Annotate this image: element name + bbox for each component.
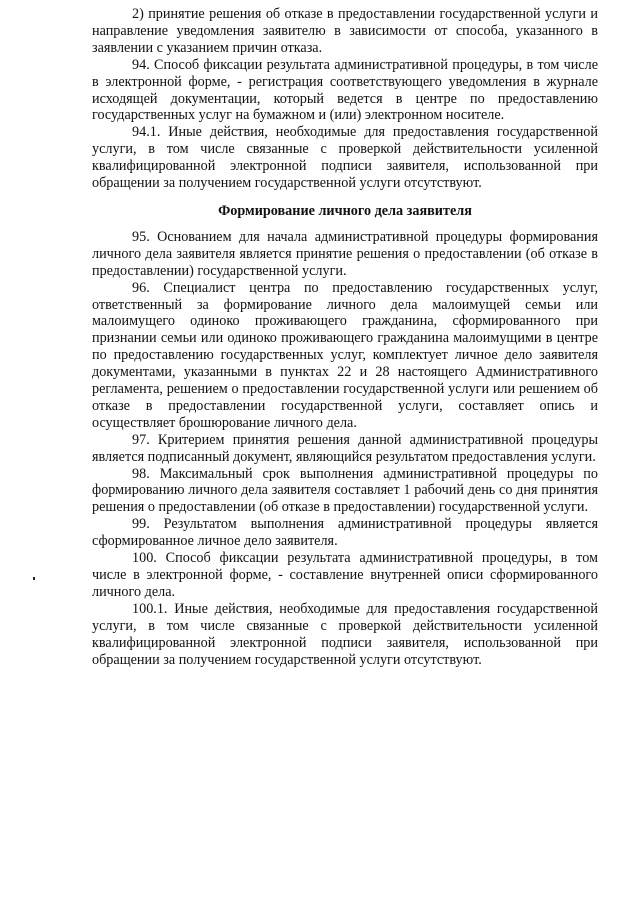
paragraph-94: 94. Способ фиксации результата административной процедуры, в том числе в электронной форме, - регистрация соответствующего уведомления в журнале исходящей документации, который ведется в центре по предоставлению государственных услуг на бумажном и (или) электронном носителе. xyxy=(92,56,598,124)
paragraph-94-1: 94.1. Иные действия, необходимые для предоставления государственной услуги, в том числе связанные с проверкой действительности усиленной квалифицированной электронной подписи заявителя, использованной при обращении за получением государственной услуги отсутствуют. xyxy=(92,124,598,192)
paragraph-97: 97. Критерием принятия решения данной административной процедуры является подписанный документ, являющийся результатом предоставления услуги. xyxy=(92,431,598,465)
paragraph-decision-refusal: 2) принятие решения об отказе в предоставлении государственной услуги и направление уведомления заявителю в зависимости от способа, указанного в заявлении с указанием причин отказа. xyxy=(92,6,598,56)
document-page xyxy=(92,6,598,668)
paragraph-100: 100. Способ фиксации результата административной процедуры, в том числе в электронной форме, - составление внутренней описи сформированного личного дела. xyxy=(92,550,598,600)
paragraph-96: 96. Специалист центра по предоставлению государственных услуг, ответственный за формирование личного дела малоимущей семьи или малоимущего одиноко проживающего гражданина, сформированного при признании семьи или одиноко проживающего гражданина малоимущими в центре по предоставлению государственных услуг, комплектует личное дело заявителя документами, указанными в пунктах 22 и 28 настоящего Административного регламента, решением о предоставлении государственной услуги или решением об отказе в предоставлении государственной услуги, составляет опись и осуществляет брошюрование личного дела. xyxy=(92,279,598,431)
section-heading: Формирование личного дела заявителя xyxy=(218,202,472,219)
paragraph-95: 95. Основанием для начала административной процедуры формирования личного дела заявителя является принятие решения о предоставлении (об отказе в предоставлении) государственной услуги. xyxy=(92,228,598,279)
paragraph-100-1: 100.1. Иные действия, необходимые для предоставления государственной услуги, в том числе связанные с проверкой действительности усиленной квалифицированной электронной подписи заявителя, использованной при обращении за получением государственной услуги отсутствуют. xyxy=(92,600,598,668)
paragraph-98: 98. Максимальный срок выполнения административной процедуры по формированию личного дела заявителя составляет 1 рабочий день со дня принятия решения о предоставлении (об отказе в предоставлении) государственной услуги. xyxy=(92,465,598,516)
paragraph-99: 99. Результатом выполнения административной процедуры является сформированное личное дело заявителя. xyxy=(92,516,598,550)
scan-artifact-dot xyxy=(33,577,35,580)
